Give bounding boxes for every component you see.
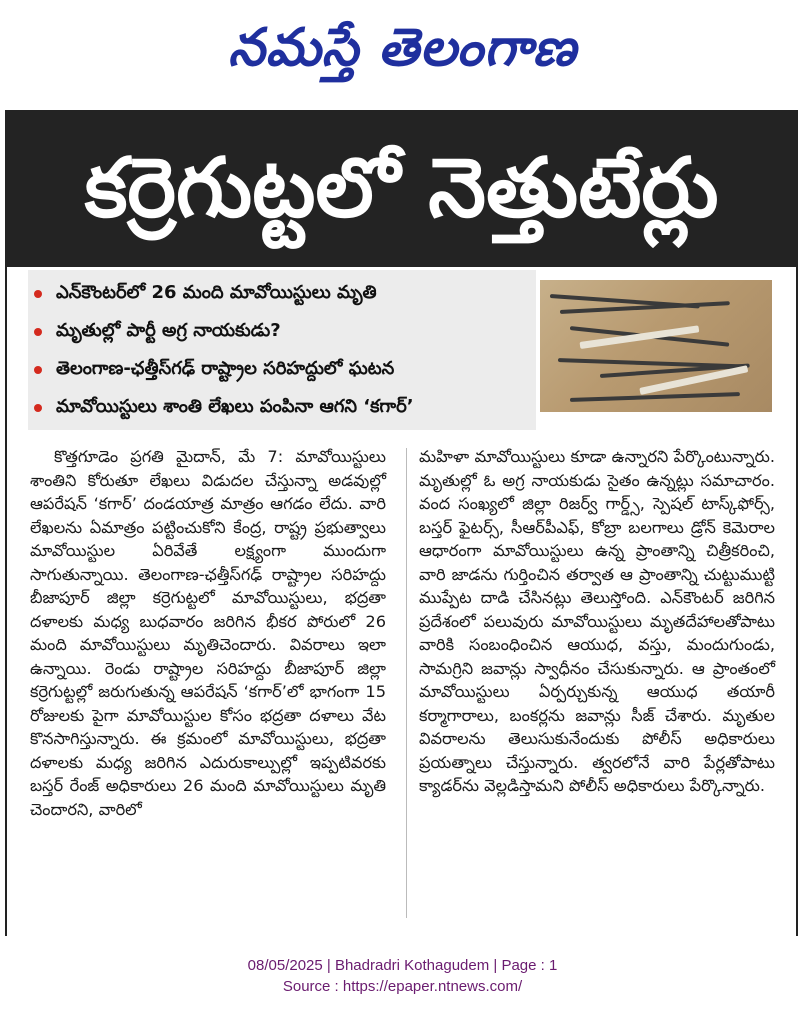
column-divider [406,448,407,918]
source-link[interactable]: Source : https://epaper.ntnews.com/ [282,978,523,995]
seized-weapons-photo [540,280,772,412]
subheadline-text: మృతుల్లో పార్టీ అగ్ర నాయకుడు? [56,319,281,341]
page-footer [0,955,805,997]
bullet-icon [34,366,42,374]
subheadline-text: మావోయిస్టులు శాంతి లేఖలు పంపినా ఆగని ‘కగార్’ [56,395,414,417]
bullet-icon [34,404,42,412]
headline-band [5,110,798,267]
subheadline-item [34,276,534,312]
newspaper-logo: నమస్తే తెలంగాణ [228,17,577,78]
subheadline-item [34,352,534,388]
masthead [0,0,805,108]
article-column-1 [30,445,386,821]
article-text: మహిళా మావోయిస్టులు కూడా ఉన్నారని పేర్కొంటున్నారు. మృతుల్లో ఓ అగ్ర నాయకుడు సైతం ఉన్నట్లు సమాచారం. వంద సంఖ్యలో జిల్లా రిజర్వ్ గార్డ్స్, స్పెషల్ టాస్క్‌ఫోర్స్, బస్తర్ ఫైటర్స్, సీఆర్‌పీఎఫ్, కోబ్రా బలగాలు డ్రోన్ కెమెరాల ఆధారంగా మావోయిస్టులు ఉన్న ప్రాంతాన్ని చిత్రీకరించి, వారి జాడను గుర్తించిన తర్వాత ఆ ప్రాంతాన్ని చుట్టుముట్టి ముప్పేట దాడి చేసినట్లు తెలుస్తోంది. ఎన్‌కౌంటర్ జరిగిన ప్రదేశంలో పలువురు మావోయిస్టులు మృతదేహాలతోపాటు వారికి సంబంధించిన ఆయుధ, వస్తు, మందుగుండు, సామగ్రిని జవాన్లు స్వాధీనం చేసుకున్నారు. ఆ ప్రాంతంలో మావోయిస్టులు ఏర్పర్చుకున్న ఆయుధ తయారీ కర్మాగారాలు, బంకర్లను జవాన్లు సీజ్ చేశారు. మృతుల వివరాలను తెలుసుకునేందుకు పోలీస్ అధికారులు ప్రయత్నాలు చేస్తున్నారు. త్వరలోనే వారి పేర్లతోపాటు క్యాడర్‌ను వెల్లడిస్తామని పోలీస్ అధికారులు పేర్కొన్నారు. [419,447,775,795]
headline: కర్రెగుట్టలో నెత్తుటేర్లు [84,140,719,236]
bullet-icon [34,328,42,336]
weapon-shape [570,392,740,402]
article-column-2 [419,445,775,798]
bullet-icon [34,290,42,298]
edition-info: 08/05/2025 | Bhadradri Kothagudem | Page : 1 [247,957,558,974]
article-text: కొత్తగూడెం ప్రగతి మైదాన్, మే 7: మావోయిస్టులు శాంతిని కోరుతూ లేఖలు విడుదల చేస్తున్నా అడవుల్లో ఆపరేషన్ ‘కగార్’ దండయాత్ర మాత్రం ఆగడం లేదు. వారి లేఖలను ఏమాత్రం పట్టించుకోని కేంద్ర, రాష్ట్ర ప్రభుత్వాలు మావోయిస్టుల ఏరివేతే లక్ష్యంగా ముందుగా సాగుతున్నాయి. తెలంగాణ-ఛత్తీస్‌గఢ్ రాష్ట్రాల సరిహద్దు బీజాపూర్ జిల్లా కర్రెగుట్టలో మావోయిస్టులు, భద్రతా దళాలకు మధ్య బుధవారం జరిగిన భీకర పోరులో 26 మంది మావోయిస్టులు మృతిచెందారు. వివరాలు ఇలా ఉన్నాయి. రెండు రాష్ట్రాల సరిహద్దు బీజాపూర్ జిల్లా కర్రెగుట్టల్లో జరుగుతున్న ఆపరేషన్ ‘కగార్’లో భాగంగా 15 రోజులకు పైగా మావోయిస్టుల కోసం భద్రతా దళాలు వేట కొనసాగిస్తున్నారు. ఈ క్రమంలో మావోయిస్టులు, భద్రతా దళాలకు మధ్య జరిగిన ఎదురుకాల్పుల్లో ఇప్పటివరకు బస్తర్ రేంజ్ అధికారులు 26 మంది మావోయిస్టులు మృతి చెందారని, వారిలో [30,447,386,819]
subheadline-box [28,270,536,430]
subheadline-text: ఎన్‌కౌంటర్‌లో 26 మంది మావోయిస్టులు మృతి [56,281,377,303]
subheadline-item [34,314,534,350]
subheadline-text: తెలంగాణ-ఛత్తీస్‌గఢ్ రాష్ట్రాల సరిహద్దులో ఘటన [56,357,395,379]
subheadline-item [34,390,534,426]
